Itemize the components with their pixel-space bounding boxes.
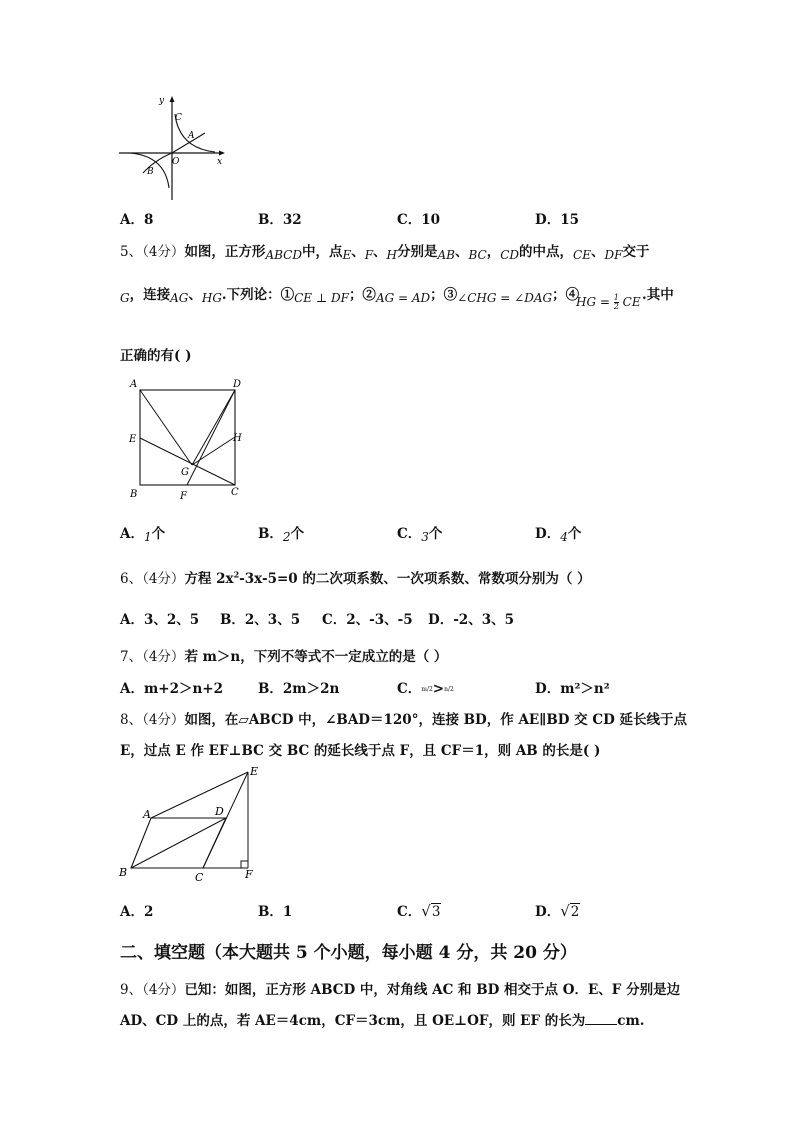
q5-segment-ab: AB	[437, 248, 455, 262]
q5-text-10: ；④	[552, 287, 580, 303]
q4-hyperbola-graph	[115, 90, 230, 205]
vertex-d: D	[215, 805, 224, 818]
q5-statement-2: AG = AD	[375, 291, 431, 305]
q8-score: （4分）	[142, 712, 185, 728]
q5-segment-df: DF	[604, 248, 623, 262]
q7-text: 若 m＞n，下列不等式不一定成立的是（ ）	[184, 649, 448, 665]
q5-segment-ag: AG	[170, 291, 189, 305]
q5-segment-bc: BC	[468, 248, 487, 262]
segment-ag	[140, 390, 192, 465]
q8-parallelogram-figure	[115, 760, 270, 885]
vertex-c: C	[231, 487, 239, 498]
q6-option-d[interactable]: D．-2、3、5	[428, 612, 514, 628]
q9-number: 9、	[120, 982, 143, 998]
segment-ce	[203, 772, 248, 868]
q7-option-d[interactable]: D．m²＞n²	[535, 681, 610, 697]
q7-option-b[interactable]: B．2m＞2n	[258, 681, 340, 697]
q7-option-c[interactable]: C．m/2>n/2	[397, 681, 454, 697]
segment-hg	[192, 437, 235, 465]
q9-text-1: 已知：如图，正方形 ABCD 中，对角线 AC 和 BD 相交于点 O．E、F 分别是边	[184, 982, 681, 998]
q6-number: 6、	[120, 571, 143, 587]
q5-line1: 5、（4分）如图，正方形ABCD中，点E、F、H分别是AB、BC，CD的中点，CE、DF交于	[120, 244, 650, 262]
q8-line2: E，过点 E 作 EF⊥BC 交 BC 的延长线于点 F，且 CF＝1，则 AB 的长是( )	[120, 743, 601, 759]
vertex-e: E	[250, 765, 259, 778]
q9-answer-blank[interactable]	[585, 1012, 617, 1025]
segment-df	[187, 390, 235, 485]
q5-text-7: .下列论：①	[221, 287, 295, 303]
q5-point-e: E	[342, 248, 352, 262]
q5-point-g: G	[120, 291, 130, 305]
q4-option-a[interactable]: A．8	[120, 212, 154, 228]
q5-segment-cd: CD	[500, 248, 520, 262]
q7-number: 7、	[120, 649, 143, 665]
q5-square-figure	[125, 375, 250, 503]
q5-option-c[interactable]: C．3个	[397, 526, 443, 544]
vertex-b: B	[130, 489, 138, 500]
q5-segment-hg: HG	[201, 291, 222, 305]
point-b-label: B	[147, 167, 154, 177]
q9-text-unit: cm.	[617, 1013, 645, 1029]
q6-option-b[interactable]: B．2、3、5	[220, 612, 301, 628]
q5-text-11: .其中	[642, 287, 674, 303]
q5-statement-1: CE ⊥ DF	[294, 291, 349, 305]
q5-line2: G，连接AG、HG.下列论：①CE ⊥ DF；②AG = AD；③∠CHG = ∠DAG；④	[120, 287, 580, 305]
q4-option-c[interactable]: C．10	[397, 212, 441, 228]
origin-label: O	[172, 157, 180, 167]
x-label: x	[217, 157, 223, 167]
q5-text-2: 中，点	[301, 244, 343, 260]
q4-option-d[interactable]: D．15	[535, 212, 579, 228]
q5-text-1: 如图，正方形	[184, 244, 266, 260]
vertex-c: C	[195, 871, 204, 884]
q5-text-5: 交于	[622, 244, 650, 260]
x-axis-arrow	[219, 151, 225, 156]
right-angle-mark	[241, 861, 248, 868]
q9-text-2: AD、CD 上的点，若 AE＝4cm，CF＝3cm，且 OE⊥OF，则 EF 的长为	[120, 1013, 586, 1029]
q6-line	[120, 567, 591, 587]
q8-option-d[interactable]: D．√2	[535, 902, 580, 920]
y-axis-arrow	[170, 96, 175, 102]
segment-dg	[192, 390, 235, 465]
q7-score: （4分）	[142, 649, 185, 665]
q5-number: 5、	[120, 244, 143, 260]
q5-point-f: F	[364, 248, 374, 262]
q6-option-c[interactable]: C．2、-3、-5	[322, 612, 413, 628]
point-h: H	[233, 433, 242, 444]
q5-option-b[interactable]: B．2个	[258, 526, 305, 544]
q8-text-1: 如图，在▱ABCD 中，∠BAD＝120°，连接 BD，作 AE∥BD 交 CD 延长线于点	[184, 712, 688, 728]
q5-option-d[interactable]: D．4个	[535, 526, 582, 544]
q9-line2	[120, 1009, 644, 1029]
point-a-label: A	[188, 131, 195, 141]
q5-point-h: H	[386, 248, 398, 262]
q8-number: 8、	[120, 712, 143, 728]
q6-option-a[interactable]: A．3、2、5	[120, 612, 200, 628]
q8-option-a[interactable]: A．2	[120, 904, 154, 920]
vertex-a: A	[143, 808, 151, 821]
y-label: y	[159, 96, 165, 106]
point-g: G	[181, 467, 189, 478]
q6-exponent: 2	[233, 569, 240, 580]
q5-text-6: ，连接	[129, 287, 171, 303]
vertex-b: B	[119, 866, 128, 879]
q8-option-c[interactable]: C．√3	[397, 902, 441, 920]
q6-text-pre: 方程 2x	[184, 571, 234, 587]
q5-text-8: ；②	[348, 287, 376, 303]
point-f: F	[180, 491, 187, 502]
vertex-a: A	[130, 379, 138, 390]
q6-text-post: -3x-5=0 的二次项系数、一次项系数、常数项分别为（ ）	[239, 571, 591, 587]
q5-option-a[interactable]: A．1个	[120, 526, 166, 544]
q5-square-name: ABCD	[265, 248, 302, 262]
q5-text-4: 的中点，	[519, 244, 574, 260]
point-c-label: C	[175, 113, 182, 123]
q9-line1	[120, 978, 680, 998]
point-e: E	[129, 434, 137, 445]
vertex-f: F	[245, 868, 253, 881]
q7-line	[120, 645, 447, 665]
q5-segment-ce: CE	[573, 248, 591, 262]
q9-score: （4分）	[142, 982, 185, 998]
q7-option-a[interactable]: A．m+2＞n+2	[120, 681, 223, 697]
q8-option-b[interactable]: B．1	[258, 904, 293, 920]
q5-score: （4分）	[142, 244, 185, 260]
q6-score: （4分）	[142, 571, 185, 587]
q5-statement-3: ∠CHG = ∠DAG	[457, 291, 553, 305]
segment-bd	[131, 818, 226, 868]
q5-text-9: ；③	[430, 287, 458, 303]
section-2-title: 二、填空题（本大题共 5 个小题，每小题 4 分，共 20 分）	[120, 943, 577, 963]
q5-line3: 正确的有( )	[120, 348, 192, 364]
q5-text-3: 分别是	[397, 244, 438, 260]
segment-ae	[151, 772, 248, 818]
q5-statement-4: HG = $\frac{1}{2}$ CE	[576, 293, 641, 311]
vertex-d: D	[233, 379, 242, 390]
q4-option-b[interactable]: B．32	[258, 212, 302, 228]
q8-line1	[120, 708, 687, 728]
